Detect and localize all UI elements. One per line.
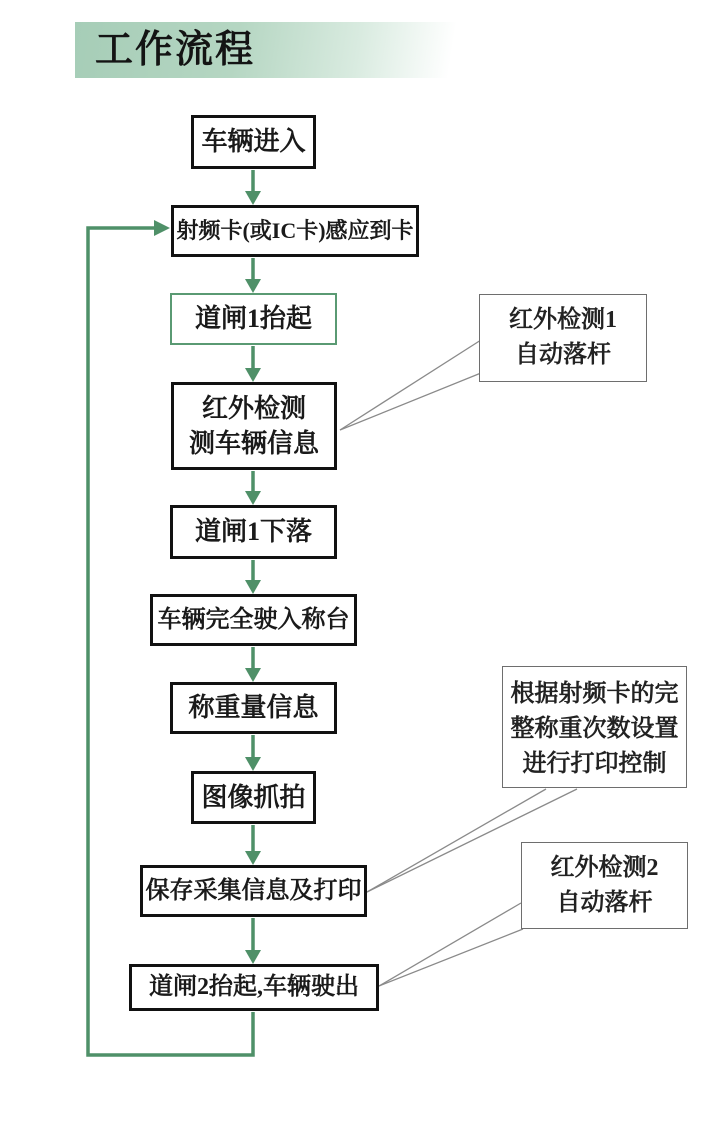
callout-pointer xyxy=(340,340,481,430)
flow-step-label: 车辆进入 xyxy=(201,127,306,157)
flow-step-save-print xyxy=(140,865,367,917)
callout-pointer xyxy=(379,903,523,986)
flow-step-weigh-info xyxy=(170,682,337,734)
flow-step-barrier1-raise xyxy=(170,293,337,345)
down-arrow xyxy=(245,735,261,771)
flow-step-label: 车辆完全驶入称台 xyxy=(157,606,350,633)
flow-step-vehicle-enter xyxy=(191,115,316,169)
callout-line: 根据射频卡的完 xyxy=(510,681,679,707)
callout-infrared2-note xyxy=(521,842,688,929)
flow-step-image-capture xyxy=(191,771,316,824)
callout-infrared1-note xyxy=(479,294,647,382)
flow-step-label: 图像抓拍 xyxy=(201,782,306,812)
down-arrow xyxy=(245,647,261,682)
callout-line: 整称重次数设置 xyxy=(510,715,679,742)
down-arrow xyxy=(245,560,261,594)
down-arrow xyxy=(245,825,261,865)
flow-step-label: 保存采集信息及打印 xyxy=(145,877,362,904)
down-arrow xyxy=(245,170,261,205)
flow-step-label: 道闸1下落 xyxy=(194,517,312,547)
flow-step-label-line1: 红外检测 xyxy=(201,393,306,423)
flow-step-vehicle-on-scale xyxy=(150,594,357,646)
callout-print-control-note xyxy=(502,666,687,788)
down-arrow xyxy=(245,346,261,382)
page-title: 工作流程 xyxy=(95,29,256,71)
down-arrow xyxy=(245,471,261,505)
flow-step-label: 道闸2抬起,车辆驶出 xyxy=(149,974,359,1001)
flow-step-label: 射频卡(或IC卡)感应到卡 xyxy=(176,218,414,244)
callout-line: 红外检测1 xyxy=(509,307,617,334)
callout-line: 自动落杆 xyxy=(515,342,611,368)
flow-step-infrared-detect xyxy=(171,382,337,470)
down-arrow xyxy=(245,918,261,964)
flow-step-card-detected xyxy=(171,205,419,257)
flow-step-label-line2: 测车辆信息 xyxy=(188,429,319,458)
callout-line: 自动落杆 xyxy=(556,889,653,916)
callout-line: 红外检测2 xyxy=(550,854,659,881)
flow-step-label: 称重量信息 xyxy=(188,693,319,723)
down-arrow xyxy=(245,258,261,293)
flow-step-barrier2-raise-exit xyxy=(129,964,379,1011)
flow-step-label: 道闸1抬起 xyxy=(194,304,312,334)
flow-step-barrier1-lower xyxy=(170,505,337,559)
callout-line: 进行打印控制 xyxy=(522,750,667,777)
